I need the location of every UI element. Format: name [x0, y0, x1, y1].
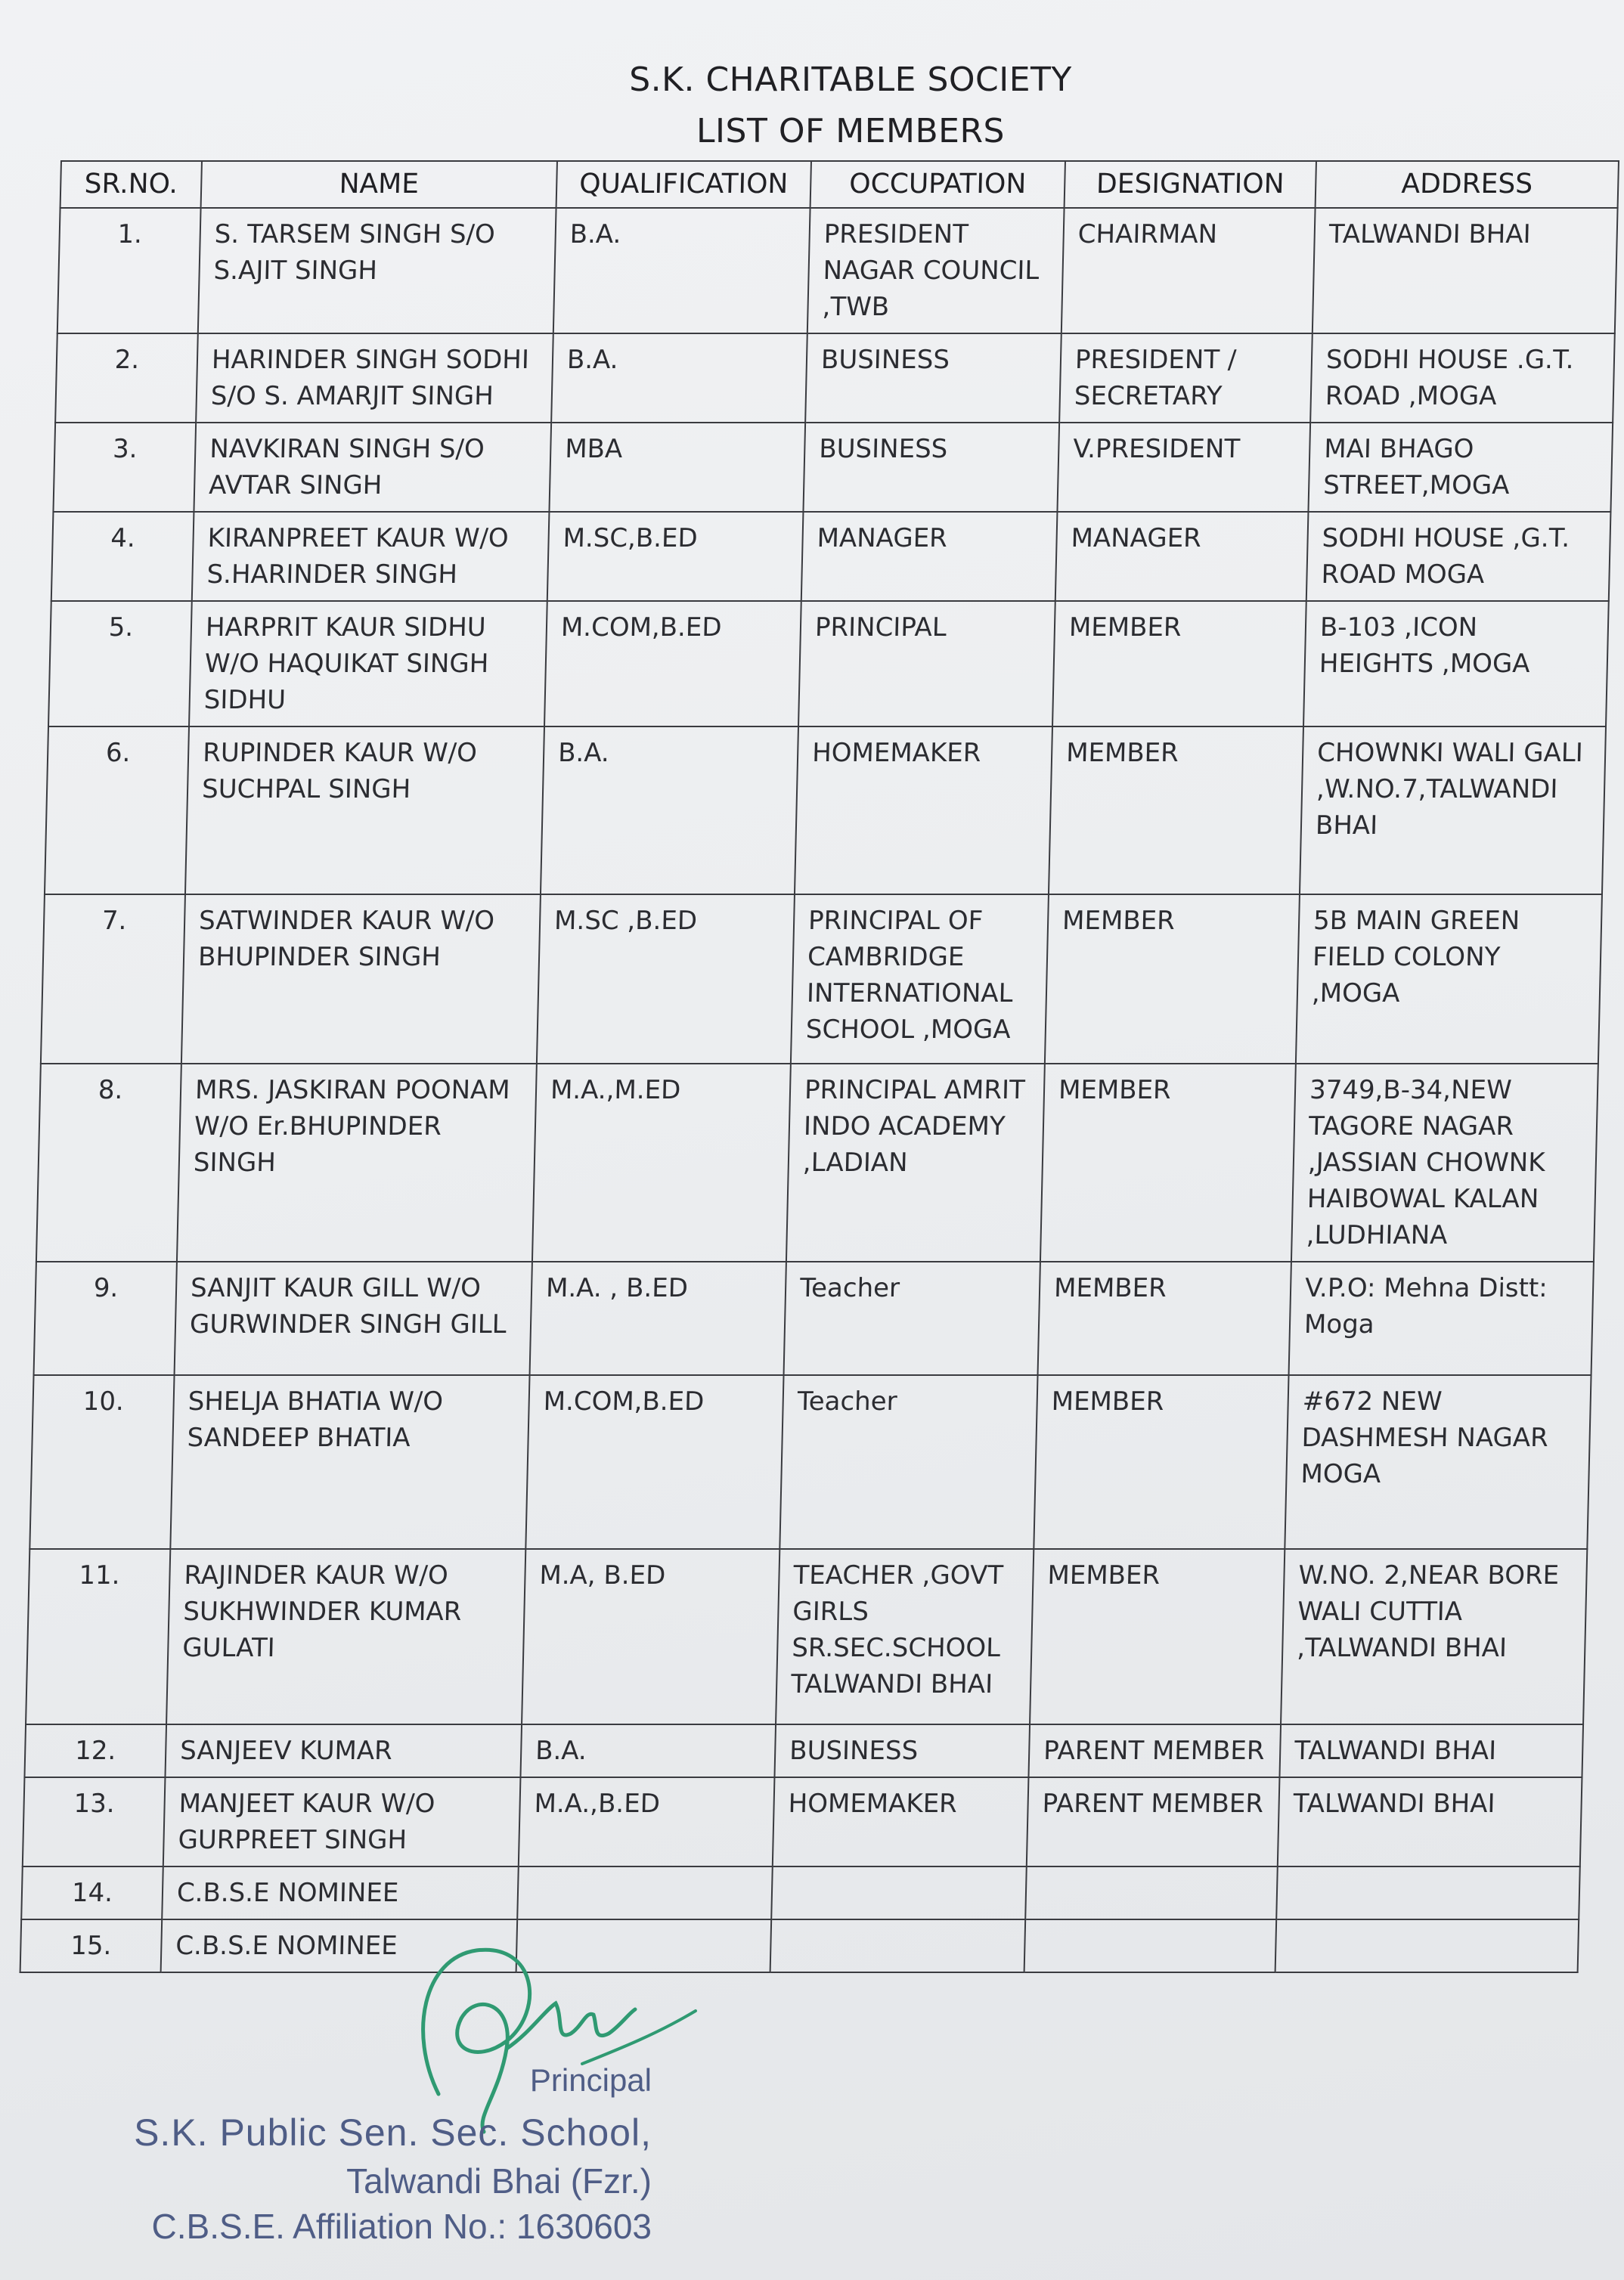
cell-designation: MEMBER	[1038, 1262, 1291, 1375]
cell-address: B-103 ,ICON HEIGHTS ,MOGA	[1303, 601, 1609, 726]
cell-name: SATWINDER KAUR W/O BHUPINDER SINGH	[181, 894, 541, 1064]
cell-occupation: HOMEMAKER	[773, 1777, 1029, 1866]
cell-qualification: M.COM,B.ED	[525, 1375, 783, 1549]
cell-occupation	[771, 1866, 1027, 1919]
cell-sr-no: 7.	[41, 894, 185, 1064]
header-designation: DESIGNATION	[1065, 161, 1316, 208]
cell-occupation: PRINCIPAL AMRIT INDO ACADEMY ,LADIAN	[786, 1064, 1045, 1262]
document-title: S.K. CHARITABLE SOCIETY	[629, 60, 1072, 99]
cell-address: #672 NEW DASHMESH NAGAR MOGA	[1285, 1375, 1591, 1549]
table-row	[21, 1866, 1580, 1919]
cell-address: V.P.O: Mehna Distt: Moga	[1289, 1262, 1594, 1375]
cell-qualification: M.A. , B.ED	[530, 1262, 786, 1375]
cell-qualification: B.A.	[553, 208, 810, 333]
stamp-principal: Principal	[529, 2062, 652, 2098]
cell-sr-no: 8.	[36, 1064, 181, 1262]
stamp-school-name: S.K. Public Sen. Sec. School,	[134, 2111, 652, 2154]
cell-name: HARPRIT KAUR SIDHU W/O HAQUIKAT SINGH SIDHU	[189, 601, 547, 726]
cell-occupation: PRINCIPAL	[798, 601, 1055, 726]
cell-address: SODHI HOUSE ,G.T. ROAD MOGA	[1306, 512, 1611, 601]
cell-sr-no: 4.	[51, 512, 194, 601]
header-name: NAME	[201, 161, 557, 208]
cell-occupation: PRINCIPAL OF CAMBRIDGE INTERNATIONAL SCHOOL ,MOGA	[791, 894, 1049, 1064]
table-row	[57, 208, 1618, 333]
cell-sr-no: 2.	[55, 333, 198, 423]
cell-qualification: M.SC ,B.ED	[537, 894, 795, 1064]
cell-sr-no: 15.	[20, 1919, 163, 1972]
table-row	[26, 1549, 1587, 1724]
cell-sr-no: 6.	[45, 726, 189, 894]
cell-qualification: B.A.	[520, 1724, 776, 1777]
cell-address: 5B MAIN GREEN FIELD COLONY ,MOGA	[1296, 894, 1602, 1064]
table-row	[36, 1064, 1598, 1262]
cell-name: MANJEET KAUR W/O GURPREET SINGH	[163, 1777, 521, 1866]
cell-address: SODHI HOUSE .G.T. ROAD ,MOGA	[1310, 333, 1615, 423]
cell-address: W.NO. 2,NEAR BORE WALI CUTTIA ,TALWANDI BHAI	[1281, 1549, 1587, 1724]
table-row	[29, 1375, 1591, 1549]
cell-qualification: M.COM,B.ED	[544, 601, 801, 726]
table-row	[34, 1262, 1594, 1375]
cell-qualification: M.A.,M.ED	[532, 1064, 791, 1262]
cell-designation: V.PRESIDENT	[1057, 423, 1310, 512]
cell-qualification: B.A.	[541, 726, 798, 894]
cell-sr-no: 12.	[24, 1724, 166, 1777]
cell-address: TALWANDI BHAI	[1313, 208, 1618, 333]
table-row	[20, 1919, 1579, 1972]
stamp-affiliation: C.B.S.E. Affiliation No.: 1630603	[151, 2207, 652, 2246]
cell-designation: MEMBER	[1040, 1064, 1296, 1262]
cell-qualification: M.A.,B.ED	[519, 1777, 775, 1866]
cell-name: RAJINDER KAUR W/O SUKHWINDER KUMAR GULATI	[166, 1549, 525, 1724]
table-row	[53, 423, 1613, 512]
cell-name: HARINDER SINGH SODHI S/O S. AMARJIT SINGH	[196, 333, 553, 423]
cell-qualification	[517, 1866, 773, 1919]
cell-name: S. TARSEM SINGH S/O S.AJIT SINGH	[198, 208, 556, 333]
cell-designation: MEMBER	[1052, 601, 1306, 726]
table-header-row	[60, 161, 1619, 208]
cell-sr-no: 11.	[26, 1549, 170, 1724]
cell-address: MAI BHAGO STREET,MOGA	[1308, 423, 1613, 512]
cell-name: SHELJA BHATIA W/O SANDEEP BHATIA	[170, 1375, 529, 1549]
cell-designation: MEMBER	[1049, 726, 1303, 894]
table-row	[41, 894, 1602, 1064]
cell-designation	[1024, 1919, 1277, 1972]
cell-sr-no: 14.	[21, 1866, 163, 1919]
cell-name: C.B.S.E NOMINEE	[162, 1866, 519, 1919]
header-sr-no: SR.NO.	[60, 161, 202, 208]
cell-address	[1275, 1919, 1579, 1972]
cell-name: SANJIT KAUR GILL W/O GURWINDER SINGH GILL	[175, 1262, 532, 1375]
cell-designation	[1025, 1866, 1278, 1919]
table-row	[48, 601, 1609, 726]
cell-occupation	[770, 1919, 1026, 1972]
cell-address: 3749,B-34,NEW TAGORE NAGAR ,JASSIAN CHOWNK HAIBOWAL KALAN ,LUDHIANA	[1291, 1064, 1598, 1262]
table-row	[24, 1724, 1583, 1777]
cell-qualification: M.SC,B.ED	[547, 512, 804, 601]
cell-name: SANJEEV KUMAR	[165, 1724, 522, 1777]
cell-occupation: MANAGER	[801, 512, 1058, 601]
cell-name: KIRANPREET KAUR W/O S.HARINDER SINGH	[192, 512, 550, 601]
cell-sr-no: 5.	[48, 601, 192, 726]
cell-address: TALWANDI BHAI	[1279, 1724, 1583, 1777]
cell-designation: MEMBER	[1034, 1375, 1288, 1549]
table-row	[55, 333, 1615, 423]
table-row	[51, 512, 1611, 601]
cell-designation: MANAGER	[1055, 512, 1309, 601]
cell-name: C.B.S.E NOMINEE	[161, 1919, 518, 1972]
cell-occupation: BUSINESS	[805, 333, 1061, 423]
cell-sr-no: 13.	[23, 1777, 166, 1866]
stamp-place: Talwandi Bhai (Fzr.)	[346, 2161, 652, 2201]
cell-sr-no: 1.	[57, 208, 201, 333]
cell-name: RUPINDER KAUR W/O SUCHPAL SINGH	[185, 726, 544, 894]
cell-designation: CHAIRMAN	[1061, 208, 1316, 333]
cell-designation: PARENT MEMBER	[1028, 1724, 1281, 1777]
school-stamp	[134, 2041, 688, 2268]
cell-occupation: TEACHER ,GOVT GIRLS SR.SEC.SCHOOL TALWANDI BHAI	[776, 1549, 1034, 1724]
cell-qualification: MBA	[549, 423, 805, 512]
document-subtitle: LIST OF MEMBERS	[696, 112, 1005, 150]
cell-occupation: BUSINESS	[803, 423, 1059, 512]
table-row	[23, 1777, 1582, 1866]
members-table	[20, 160, 1619, 1973]
cell-occupation: Teacher	[784, 1262, 1040, 1375]
cell-name: NAVKIRAN SINGH S/O AVTAR SINGH	[194, 423, 551, 512]
cell-designation: MEMBER	[1030, 1549, 1285, 1724]
table-row	[45, 726, 1606, 894]
header-occupation: OCCUPATION	[810, 161, 1065, 208]
cell-qualification: M.A, B.ED	[522, 1549, 779, 1724]
header-address: ADDRESS	[1316, 161, 1619, 208]
cell-address: TALWANDI BHAI	[1278, 1777, 1582, 1866]
cell-name: MRS. JASKIRAN POONAM W/O Er.BHUPINDER SINGH	[177, 1064, 537, 1262]
cell-occupation: PRESIDENT NAGAR COUNCIL ,TWB	[807, 208, 1065, 333]
header-qualification: QUALIFICATION	[556, 161, 811, 208]
cell-address	[1276, 1866, 1580, 1919]
cell-occupation: HOMEMAKER	[795, 726, 1052, 894]
cell-occupation: Teacher	[779, 1375, 1037, 1549]
cell-designation: MEMBER	[1045, 894, 1300, 1064]
cell-designation: PARENT MEMBER	[1027, 1777, 1280, 1866]
cell-sr-no: 3.	[53, 423, 196, 512]
cell-address: CHOWNKI WALI GALI ,W.NO.7,TALWANDI BHAI	[1300, 726, 1606, 894]
cell-designation: PRESIDENT / SECRETARY	[1059, 333, 1313, 423]
cell-sr-no: 10.	[29, 1375, 174, 1549]
cell-occupation: BUSINESS	[774, 1724, 1030, 1777]
cell-sr-no: 9.	[34, 1262, 177, 1375]
cell-qualification: B.A.	[551, 333, 807, 423]
